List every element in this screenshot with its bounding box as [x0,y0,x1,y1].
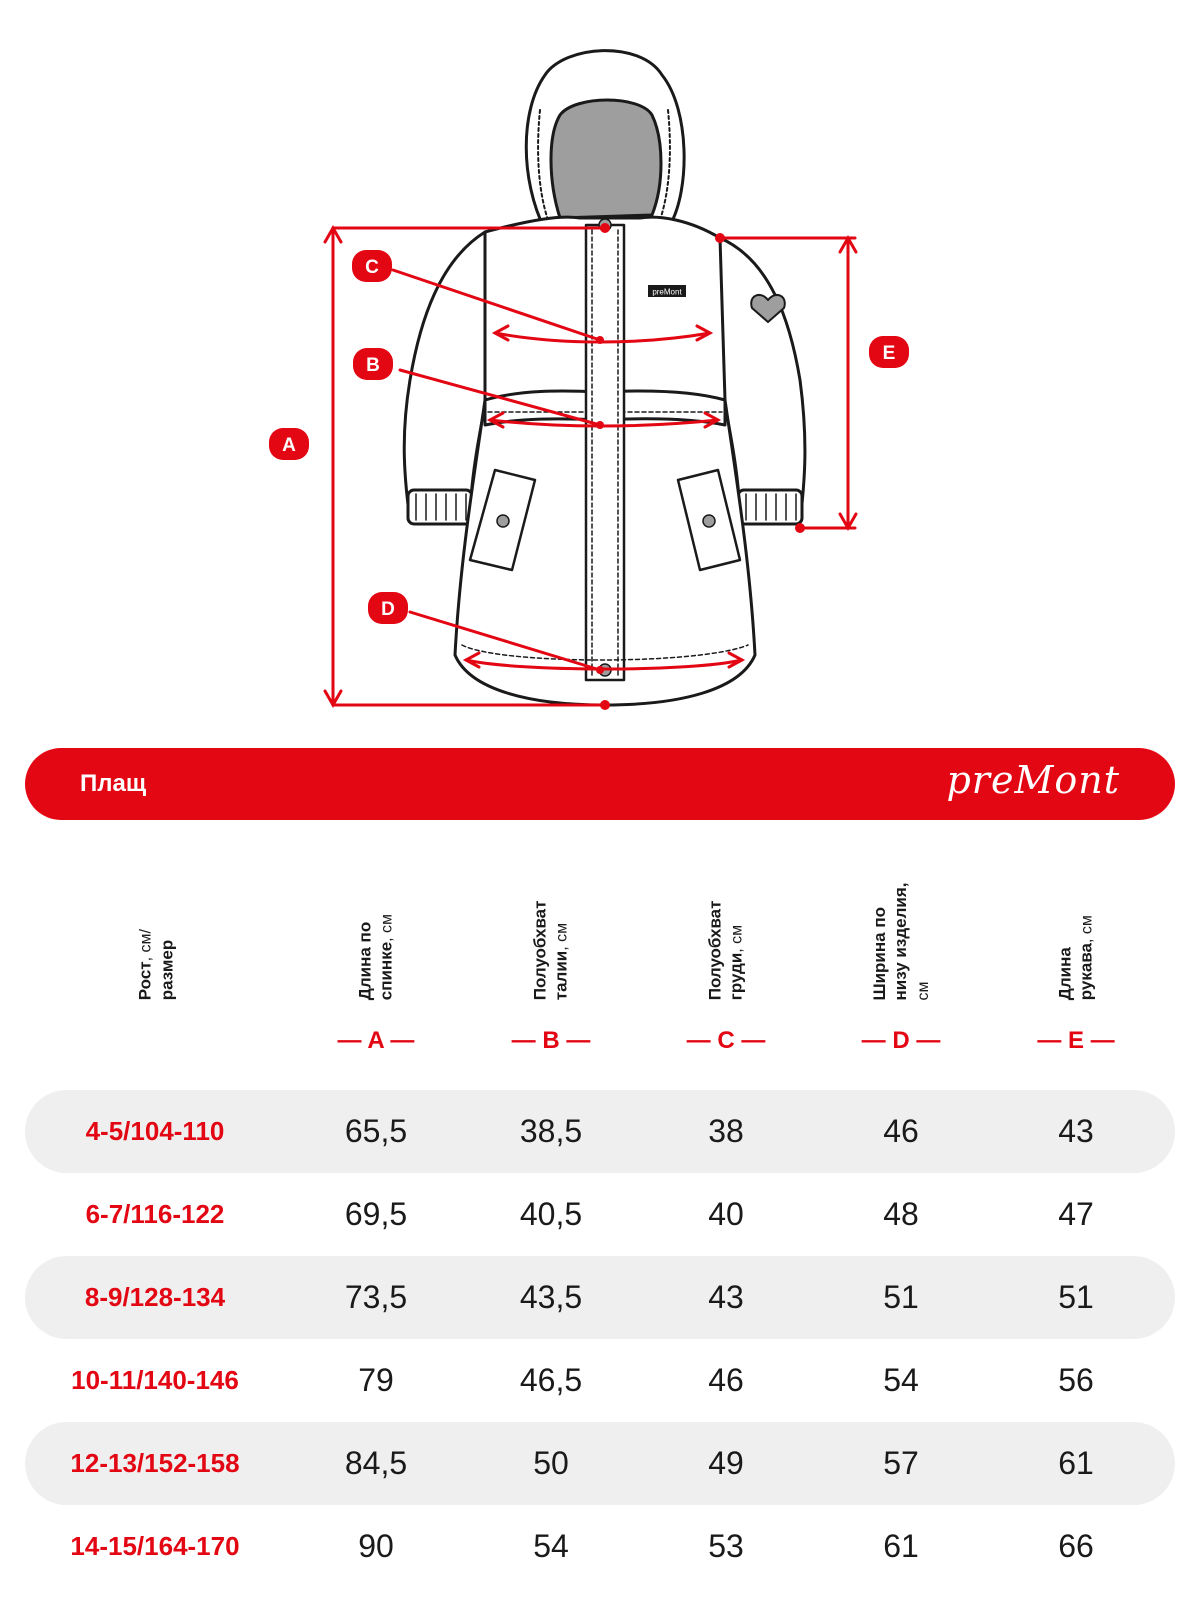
cell-B: 38,5 [519,1113,583,1149]
cell-C: 38 [708,1113,744,1149]
header-D-label: Ширина по низу изделия, см [869,882,932,1000]
coat-drawing [404,51,805,705]
header-E-letter: — E — [1037,1027,1115,1054]
header-A-label: Длина по спинке, см [355,913,396,1000]
table-header [0,845,1200,1055]
cell-E: 56 [1058,1362,1094,1398]
header-E [996,845,1156,1055]
table-row [25,1173,1175,1256]
header-A [296,845,456,1055]
header-D [821,845,981,1055]
cell-A: 69,5 [344,1196,408,1232]
marker-E [869,336,909,368]
chest-label-tag [648,285,686,297]
cell-A: 84,5 [344,1445,408,1481]
cell-D: 54 [883,1362,919,1398]
cell-A: 65,5 [344,1113,408,1149]
table-row [25,1256,1175,1339]
cell-size: 14-15/164-170 [70,1531,240,1561]
cell-A: 73,5 [344,1279,408,1315]
cell-size: 10-11/140-146 [71,1365,239,1395]
cell-size: 8-9/128-134 [84,1282,226,1312]
cell-A: 79 [358,1362,394,1398]
header-A-letter: — A — [337,1027,415,1054]
header-C [646,845,806,1055]
brand-logo: preMont [946,758,1120,802]
cell-D: 61 [883,1528,919,1564]
cell-B: 54 [533,1528,569,1564]
svg-text:D: D [381,599,395,620]
cell-A: 90 [358,1528,394,1564]
cell-C: 49 [708,1445,744,1481]
cell-D: 46 [883,1113,919,1149]
svg-text:A: A [282,435,296,456]
header-size [76,845,236,1055]
header-D-letter: — D — [861,1027,941,1054]
cell-D: 48 [883,1196,919,1232]
cell-E: 66 [1058,1528,1094,1564]
cell-D: 51 [883,1279,919,1315]
svg-text:C: C [365,257,379,278]
cell-E: 43 [1058,1113,1094,1149]
cell-C: 53 [708,1528,744,1564]
coat-measurement-diagram [0,0,1200,730]
header-B-letter: — B — [511,1027,591,1054]
cell-size: 4-5/104-110 [85,1116,225,1146]
cell-C: 43 [708,1279,744,1315]
marker-C [352,250,392,282]
cell-B: 40,5 [519,1196,583,1232]
marker-A [269,428,309,460]
size-table [25,1090,1175,1588]
cell-E: 47 [1058,1196,1094,1232]
cell-D: 57 [883,1445,919,1481]
cell-E: 51 [1058,1279,1094,1315]
cell-C: 40 [708,1196,744,1232]
cell-B: 50 [533,1445,569,1481]
cell-E: 61 [1058,1445,1094,1481]
cell-size: 12-13/152-158 [70,1448,240,1478]
table-row [25,1090,1175,1173]
svg-text:B: B [366,355,380,376]
cell-C: 46 [708,1362,744,1398]
table-row [25,1422,1175,1505]
header-E-label: Длина рукава, см [1055,914,1096,1000]
header-C-letter: — C — [686,1027,766,1054]
svg-text:E: E [882,343,896,364]
cell-B: 46,5 [519,1362,583,1398]
table-row [25,1339,1175,1422]
product-title: Плащ [80,770,147,797]
marker-B [353,348,393,380]
table-row [25,1505,1175,1588]
header-C-label: Полуобхват груди, см [705,900,746,1000]
svg-text:preMont: preMont [652,287,682,297]
marker-D [368,592,408,624]
cell-B: 43,5 [519,1279,583,1315]
header-size-label: Рост, см/ размер [135,928,177,1000]
header-B [471,845,631,1055]
cell-size: 6-7/116-122 [85,1199,225,1229]
product-banner [25,748,1175,820]
header-B-label: Полуобхват талии, см [530,900,571,1000]
